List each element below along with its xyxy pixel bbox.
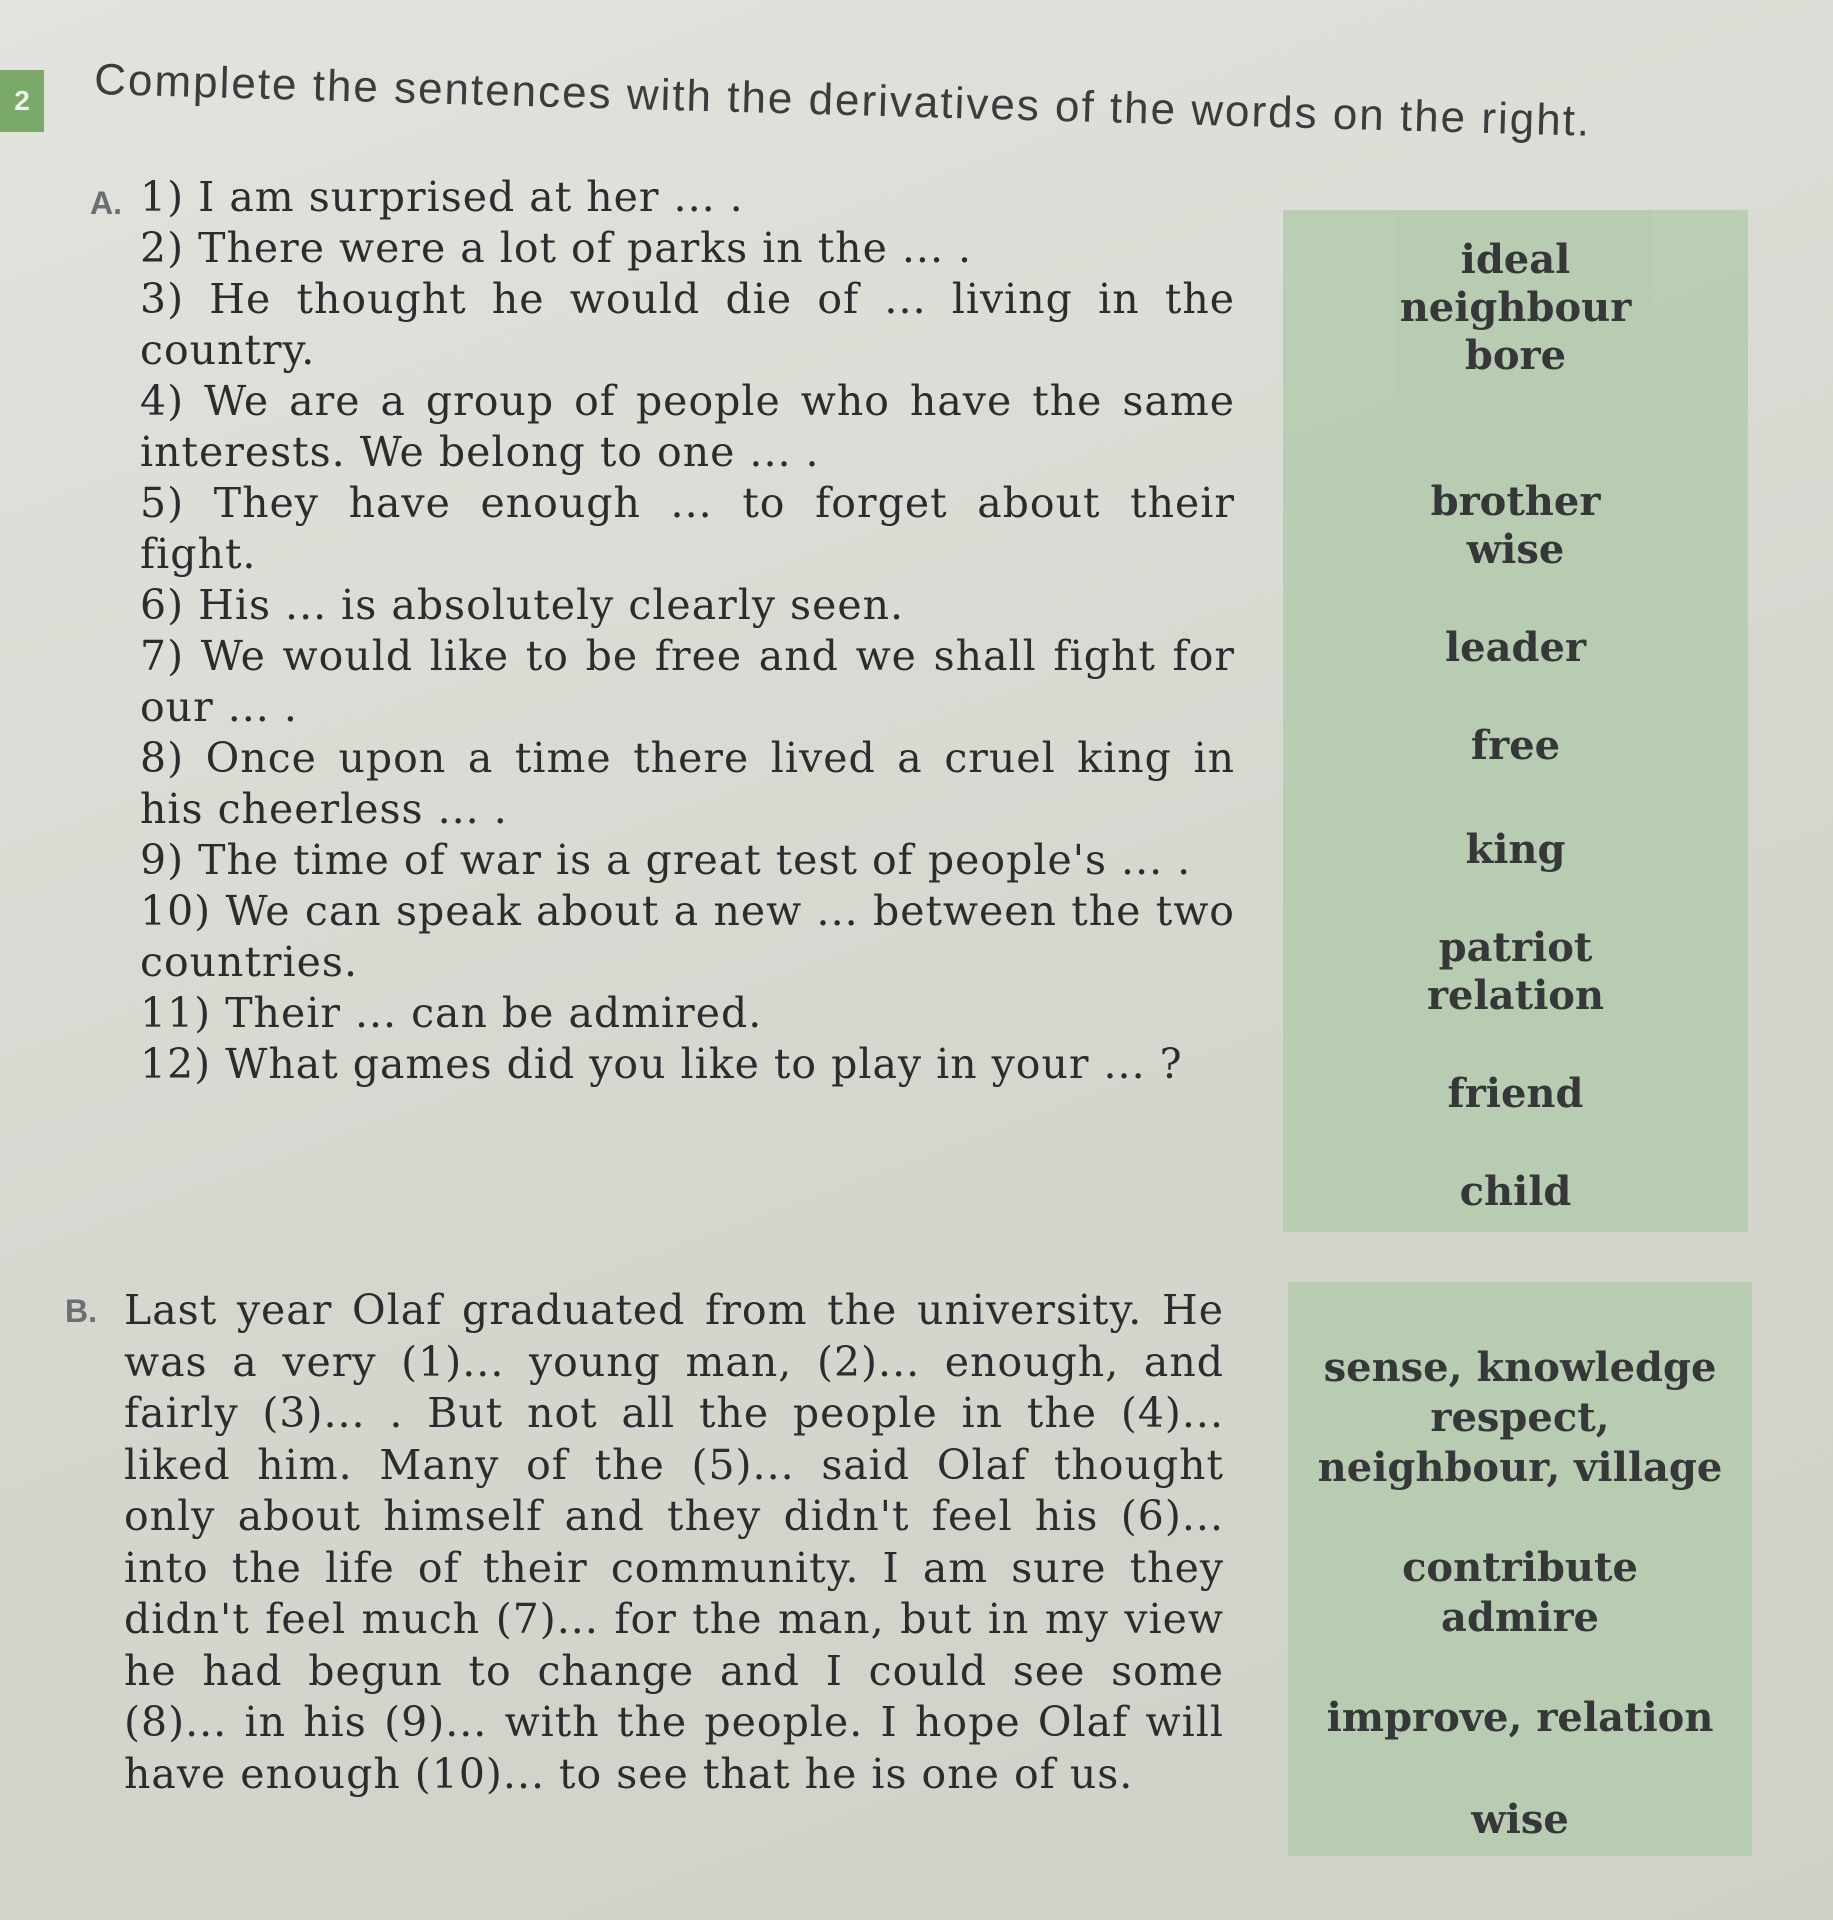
word-cue: neighbour, village — [1317, 1444, 1723, 1491]
word-cue: respect, — [1430, 1394, 1610, 1441]
sentence: 1) I am surprised at her ... . — [140, 173, 744, 221]
word-cue: sense, knowledge — [1323, 1344, 1717, 1391]
word-cue: bore — [1464, 332, 1567, 379]
sentence: 10) We can speak about a new ... between the two countries. — [140, 887, 1235, 986]
sentence: 9) The time of war is a great test of people's ... . — [140, 836, 1192, 884]
word-cue: wise — [1471, 1796, 1569, 1843]
section-a-word-box — [1283, 210, 1748, 1232]
word-cue: king — [1465, 826, 1566, 873]
sentence: 6) His ... is absolutely clearly seen. — [140, 581, 905, 629]
exercise-instruction: Complete the sentences with the derivatives of the words on the right. — [93, 55, 1592, 146]
section-a-label: A. — [90, 185, 122, 221]
word-cue: leader — [1444, 624, 1587, 671]
sentence: 8) Once upon a time there lived a cruel king in his cheerless ... . — [140, 734, 1235, 833]
word-cue: child — [1459, 1168, 1572, 1215]
word-cue: admire — [1441, 1594, 1599, 1641]
word-cue: neighbour — [1399, 284, 1632, 331]
word-cue: relation — [1426, 972, 1605, 1019]
section-b-word-box — [1288, 1282, 1752, 1856]
word-cue: ideal — [1460, 236, 1571, 283]
word-cue: patriot — [1438, 924, 1593, 971]
sentence: 2) There were a lot of parks in the ... . — [140, 224, 973, 272]
sentence: 3) He thought he would die of ... living in the country. — [140, 275, 1235, 374]
word-cue: friend — [1447, 1070, 1584, 1117]
section-b-text: Last year Olaf graduated from the university. He was a very (1)... young man, (2)... enough, and fairly (3)... . But not all the people in the (4)... liked him. Many of the (5)... said Olaf thought only about himself and they didn't feel his (6)... into the life of their community. I am sure they didn't feel much (7)... for the man, but in my view he had begun to change and I could see some (8)... in his (9)... with the people. I hope Olaf will have enough (10)... to see that he is one of us. — [124, 1286, 1224, 1798]
word-cue: wise — [1466, 526, 1565, 573]
word-cue: contribute — [1402, 1544, 1638, 1591]
exercise-number-badge: 2 — [0, 70, 44, 132]
section-b-label: B. — [65, 1293, 97, 1329]
sentence: 4) We are a group of people who have the same interests. We belong to one ... . — [140, 377, 1235, 476]
sentence: 7) We would like to be free and we shall fight for our ... . — [140, 632, 1235, 731]
section-a-sentences — [140, 172, 1235, 1090]
sentence: 5) They have enough ... to forget about their fight. — [140, 479, 1235, 578]
sentence: 12) What games did you like to play in your ... ? — [140, 1040, 1183, 1088]
word-cue: brother — [1430, 478, 1601, 525]
word-cue: free — [1470, 722, 1561, 769]
word-cue: improve, relation — [1326, 1694, 1714, 1741]
sentence: 11) Their ... can be admired. — [140, 989, 763, 1037]
